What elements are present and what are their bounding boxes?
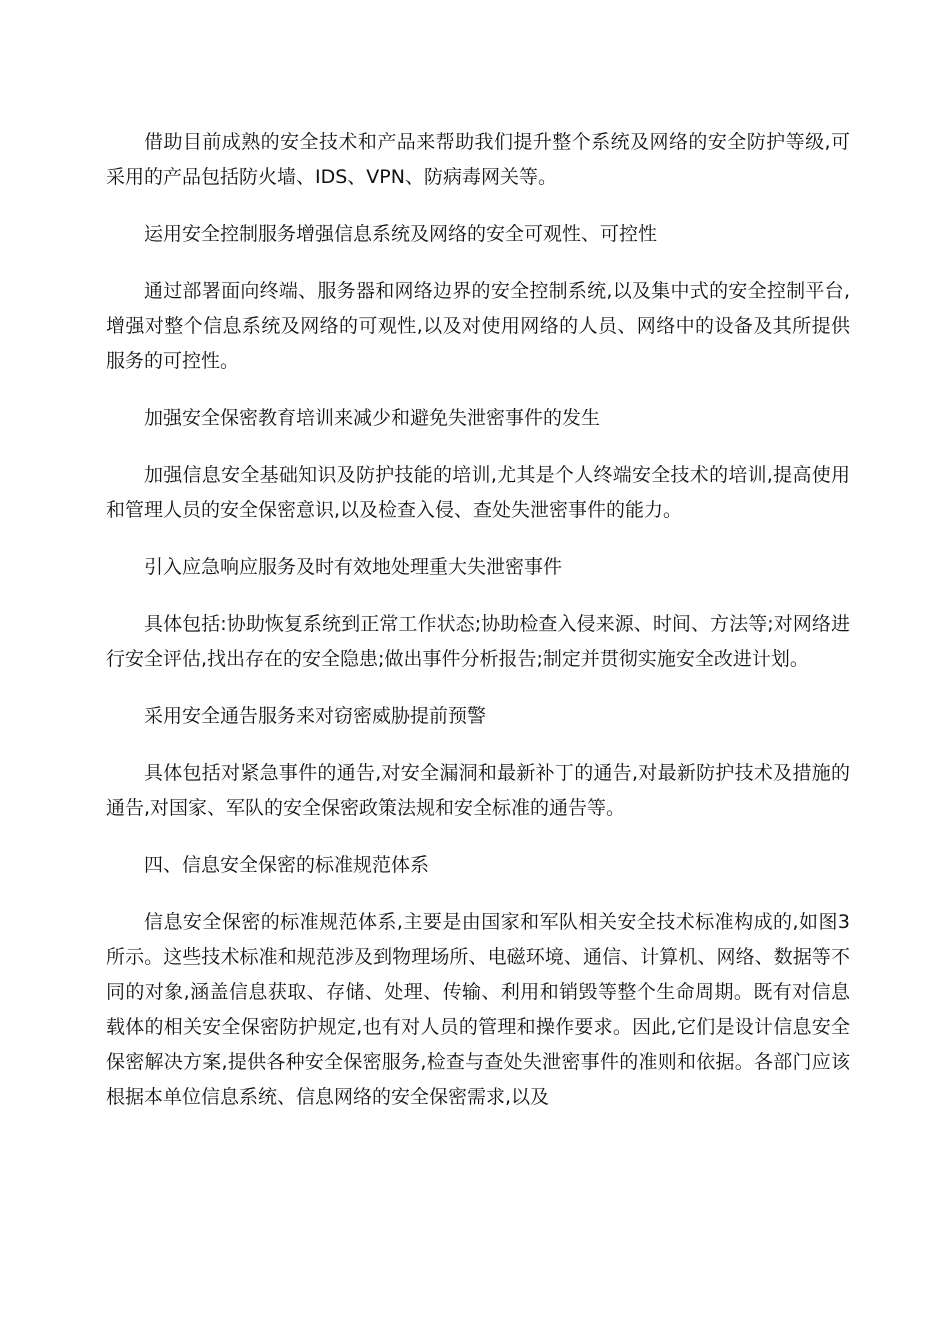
paragraph-standards-system: 信息安全保密的标准规范体系,主要是由国家和军队相关安全技术标准构成的,如图3所示。这些技术标准和规范涉及到物理场所、电磁环境、通信、计算机、网络、数据等不同的对象,涵盖信息获取、存储、处理、传输、利用和销毁等整个生命周期。既有对信息载体的相关安全保密防护规定,也有对人员的管理和操作要求。因此,它们是设计信息安全保密解决方案,提供各种安全保密服务,检查与查处失泄密事件的准则和依据。各部门应该根据本单位信息系统、信息网络的安全保密需求,以及 <box>106 911 850 1108</box>
paragraph-security-control: 通过部署面向终端、服务器和网络边界的安全控制系统,以及集中式的安全控制平台,增强对整个信息系统及网络的可观性,以及对使用网络的人员、网络中的设备及其所提供服务的可控性。 <box>106 280 850 372</box>
heading-standards-system: 四、信息安全保密的标准规范体系 <box>144 854 430 876</box>
heading-emergency-response: 引入应急响应服务及时有效地处理重大失泄密事件 <box>144 556 563 578</box>
heading-security-notice: 采用安全通告服务来对窃密威胁提前预警 <box>144 705 487 727</box>
document-body <box>106 125 850 1137</box>
paragraph-products: 借助目前成熟的安全技术和产品来帮助我们提升整个系统及网络的安全防护等级,可采用的产品包括防火墙、IDS、VPN、防病毒网关等。 <box>106 131 850 188</box>
paragraph-security-notice: 具体包括对紧急事件的通告,对安全漏洞和最新补丁的通告,对最新防护技术及措施的通告,对国家、军队的安全保密政策法规和安全标准的通告等。 <box>106 762 850 819</box>
paragraph-training: 加强信息安全基础知识及防护技能的培训,尤其是个人终端安全技术的培训,提高使用和管理人员的安全保密意识,以及检查入侵、查处失泄密事件的能力。 <box>106 464 850 521</box>
paragraph-emergency-response: 具体包括:协助恢复系统到正常工作状态;协助检查入侵来源、时间、方法等;对网络进行安全评估,找出存在的安全隐患;做出事件分析报告;制定并贯彻实施安全改进计划。 <box>106 613 850 670</box>
heading-training: 加强安全保密教育培训来减少和避免失泄密事件的发生 <box>144 407 601 429</box>
heading-security-control: 运用安全控制服务增强信息系统及网络的安全可观性、可控性 <box>144 223 658 245</box>
